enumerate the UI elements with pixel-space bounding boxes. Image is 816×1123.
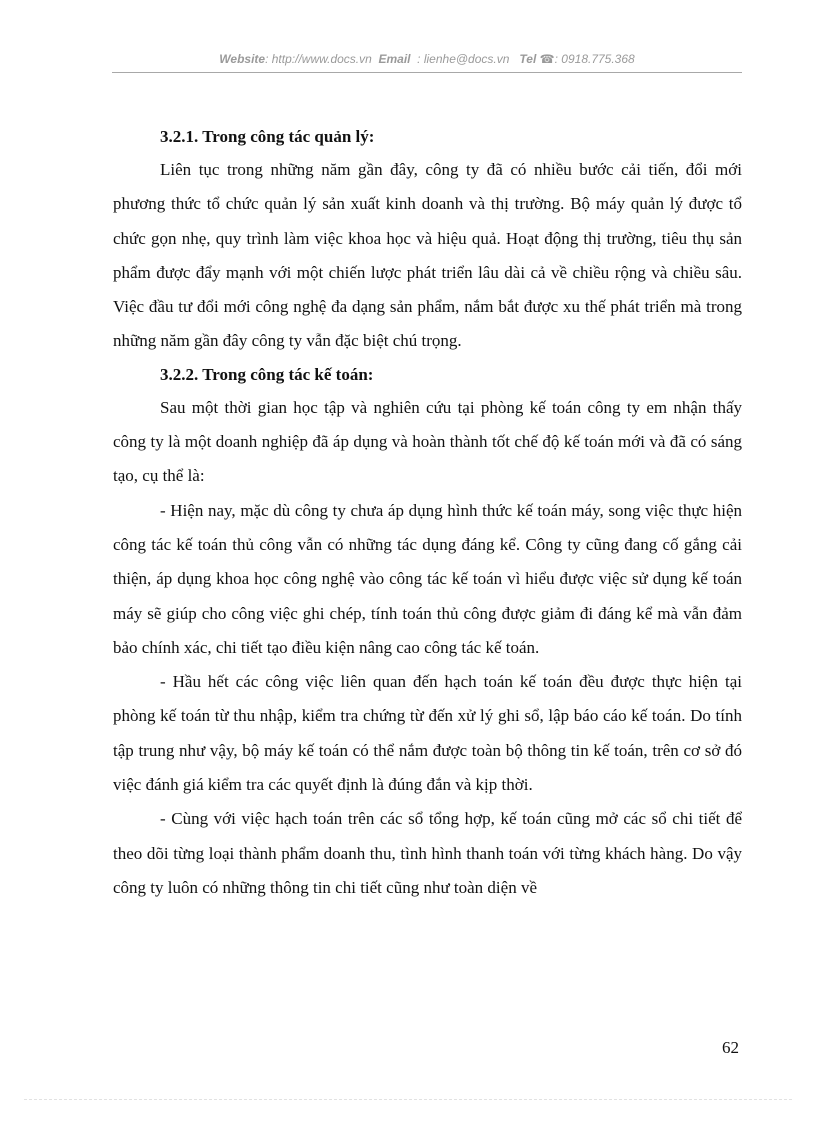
tel-number: : 0918.775.368 (554, 52, 635, 66)
website-url: : http://www.docs.vn (265, 52, 372, 66)
phone-icon: ☎ (539, 52, 555, 66)
email-label: Email (378, 52, 411, 66)
document-body (113, 121, 742, 905)
paragraph-accounting-point-3: - Cùng với việc hạch toán trên các sổ tổng hợp, kế toán cũng mở các sổ chi tiết để theo dõi từng loại thành phẩm doanh thu, tình hình thanh toán với từng khách hàng. Do vậy công ty luôn có những thông tin chi tiết cũng như toàn diện về (113, 809, 742, 897)
page-header (112, 52, 742, 66)
page-number: 62 (722, 1038, 739, 1057)
section-heading-management: 3.2.1. Trong công tác quản lý: (160, 127, 375, 146)
paragraph-management: Liên tục trong những năm gần đây, công ty đã có nhiều bước cải tiến, đổi mới phương thức tổ chức quản lý sản xuất kinh doanh và thị trường. Bộ máy quản lý được tổ chức gọn nhẹ, quy trình làm việc khoa học và hiệu quả. Hoạt động thị trường, tiêu thụ sản phẩm được đẩy mạnh với một chiến lược phát triển lâu dài cả về chiều rộng và chiều sâu. Việc đầu tư đổi mới công nghệ đa dạng sản phẩm, nắm bắt được xu thế phát triển mà trong những năm gần đây công ty vẫn đặc biệt chú trọng. (113, 160, 742, 351)
header-divider (112, 72, 742, 73)
page-bottom-border (24, 1099, 792, 1100)
email-address: : lienhe@docs.vn (417, 52, 510, 66)
tel-label: Tel (519, 52, 537, 66)
section-heading-accounting: 3.2.2. Trong công tác kế toán: (160, 364, 374, 384)
paragraph-accounting-point-2: - Hầu hết các công việc liên quan đến hạch toán kế toán đều được thực hiện tại phòng kế toán từ thu nhập, kiểm tra chứng từ đến xử lý ghi sổ, lập báo cáo kế toán. Do tính tập trung như vậy, bộ máy kế toán có thể nắm được toàn bộ thông tin kế toán, trên cơ sở đó việc đánh giá kiểm tra các quyết định là đúng đắn và kịp thời. (113, 672, 742, 795)
website-label: Website (219, 52, 266, 66)
paragraph-accounting-intro: Sau một thời gian học tập và nghiên cứu tại phòng kế toán công ty em nhận thấy công ty là một doanh nghiệp đã áp dụng và hoàn thành tốt chế độ kế toán mới và đã có sáng tạo, cụ thể là: (113, 397, 742, 486)
paragraph-accounting-point-1: - Hiện nay, mặc dù công ty chưa áp dụng hình thức kế toán máy, song việc thực hiện công tác kế toán thủ công vẫn có những tác dụng đáng kể. Công ty cũng đang cố gắng cải thiện, áp dụng khoa học công nghệ vào công tác kế toán vì hiểu được việc sử dụng kế toán máy sẽ giúp cho công việc ghi chép, tính toán thủ công được giảm đi đáng kể mà vẫn đảm bảo chính xác, chi tiết tạo điều kiện nâng cao công tác kế toán. (113, 500, 742, 657)
